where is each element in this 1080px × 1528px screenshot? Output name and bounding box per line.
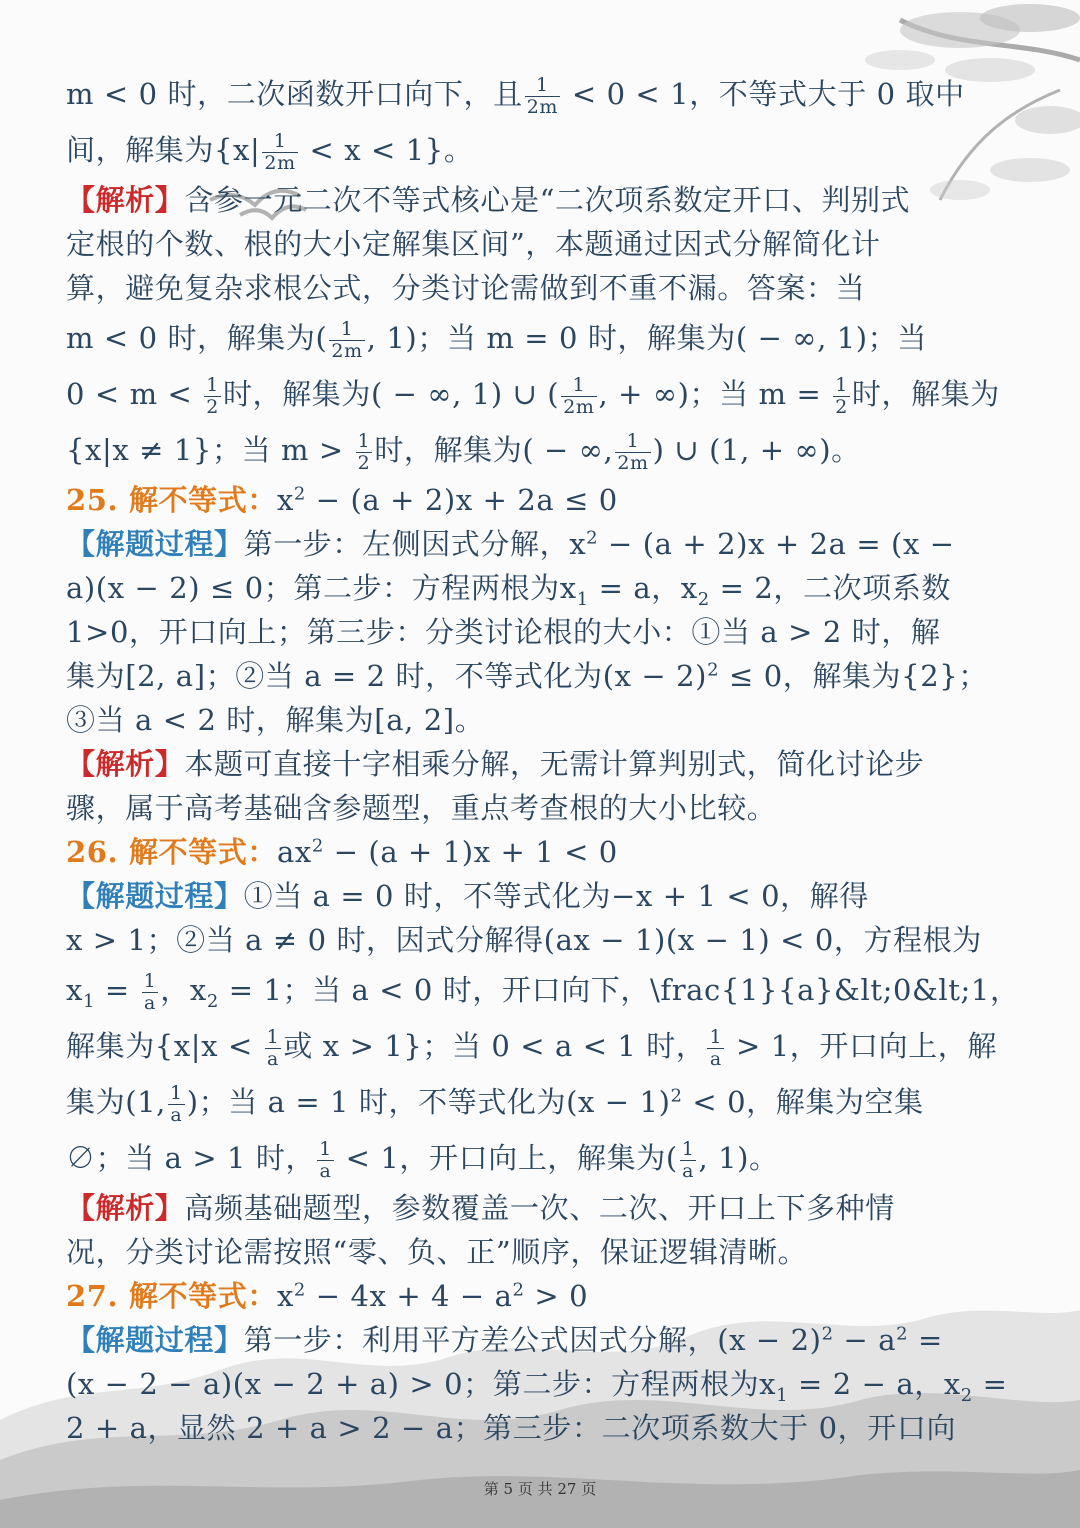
text-line: 2 + a，显然 2 + a > 2 − a；第三步：二次项系数大于 0，开口向	[66, 1411, 957, 1445]
solution-paragraph: 【解题过程】①当 a = 0 时，不等式化为−x + 1 < 0，解得	[66, 879, 869, 913]
fraction: $\frac{1}{2m}$	[526, 73, 559, 118]
fraction: $\frac{1}{a}$	[681, 1137, 695, 1182]
process-tag: 【解题过程】	[66, 879, 244, 913]
analysis-tag: 【解析】	[66, 183, 185, 217]
text-line: 间，解集为{x| $\frac{1}{2m}$ < x < 1}。	[66, 129, 474, 174]
text-line: (x − 2 − a)(x − 2 + a) > 0；第二步：方程两根为$x_1 = 2 - a$，$x_2$ =	[66, 1367, 1008, 1406]
text-line: 况，分类讨论需按照“零、负、正”顺序，保证逻辑清晰。	[66, 1235, 808, 1269]
fraction: $\frac{1}{2m}$	[563, 373, 595, 418]
process-tag: 【解题过程】	[66, 1323, 244, 1357]
fraction: $\frac{1}{2}$	[206, 373, 219, 418]
page-number-footer: 第 5 页 共 27 页	[483, 1480, 597, 1498]
fraction: $\frac{1}{a}$	[319, 1137, 332, 1182]
text-line: m < 0 时，解集为( $\frac{1}{2m}$ , 1)；当 m = 0 时，解集为( − ∞, 1)；当	[66, 317, 927, 362]
text-line: 集为[2, a]；②当 a = 2 时，不等式化为$(x - 2)^2 \le 0$，解集为{2}；	[66, 659, 988, 693]
fraction: $\frac{1}{2}$	[835, 373, 848, 418]
fraction: $\frac{1}{a}$	[169, 1081, 183, 1126]
analysis-paragraph: 【解析】本题可直接十字相乘分解，无需计算判别式，简化讨论步	[66, 747, 925, 781]
text-line: $x_1$ = $\frac{1}{a}$ ，$x_2 = 1$；当 a < 0 时，开口向下，\frac{1}{a}&lt;0&lt;1，	[66, 969, 1020, 1014]
analysis-paragraph: 【解析】含参一元二次不等式核心是“二次项系数定开口、判别式	[66, 183, 911, 217]
fraction: $\frac{1}{a}$	[709, 1025, 723, 1070]
analysis-tag: 【解析】	[66, 747, 185, 781]
process-tag: 【解题过程】	[66, 527, 244, 561]
text-line: 算，避免复杂求根公式，分类讨论需做到不重不漏。答案：当	[66, 271, 866, 305]
fraction: $\frac{1}{2m}$	[264, 129, 296, 174]
question-27-heading: 27. 解不等式：$x^2 - 4x + 4 - a^2 > 0$	[66, 1279, 589, 1313]
text-line: x > 1；②当 a ≠ 0 时，因式分解得(ax − 1)(x − 1) < 0，方程根为	[66, 923, 982, 957]
text-line: a)(x − 2) ≤ 0；第二步：方程两根为$x_1 = a$，$x_2 = 2$，二次项系数	[66, 571, 952, 610]
text-line: m < 0 时，二次函数开口向下，且 $\frac{1}{2m}$ < 0 < 1，不等式大于 0 取中	[66, 73, 965, 118]
text-line: {x|x ≠ 1}；当 m > $\frac{1}{2}$ 时，解集为( − ∞, $\frac{1}{2m}$ ) ∪ (1, + ∞)。	[66, 429, 861, 474]
text-line: 骤，属于高考基础含参题型，重点考查根的大小比较。	[66, 791, 777, 825]
analysis-tag: 【解析】	[66, 1191, 185, 1225]
text-line: ∅；当 a > 1 时， $\frac{1}{a}$ < 1，开口向上，解集为( $\frac{1}{a}$ , 1)。	[66, 1137, 779, 1182]
analysis-paragraph: 【解析】高频基础题型，参数覆盖一次、二次、开口上下多种情	[66, 1191, 895, 1225]
document-body	[66, 66, 1020, 1450]
solution-paragraph: 【解题过程】第一步：利用平方差公式因式分解，$(x - 2)^2 - a^2$ =	[66, 1323, 943, 1357]
question-26-heading: 26. 解不等式：$ax^2 - (a + 1)x + 1 < 0$	[66, 835, 618, 869]
text-line: 1>0，开口向上；第三步：分类讨论根的大小：①当 a > 2 时，解	[66, 615, 941, 649]
text-line: 定根的个数、根的大小定解集区间”，本题通过因式分解简化计	[66, 227, 881, 261]
fraction: $\frac{1}{2}$	[357, 429, 371, 474]
fraction: $\frac{1}{a}$	[143, 969, 157, 1014]
text-line: 解集为{x|x < $\frac{1}{a}$ 或 x > 1}；当 0 < a < 1 时， $\frac{1}{a}$ > 1，开口向上，解	[66, 1025, 997, 1070]
text-line: 0 < m < $\frac{1}{2}$ 时，解集为( − ∞, 1) ∪ ( $\frac{1}{2m}$ , + ∞)；当 m = $\frac{1}{2}$ 时，解集为	[66, 373, 1000, 418]
fraction: $\frac{1}{a}$	[266, 1025, 280, 1070]
text-line: 集为(1, $\frac{1}{a}$ )；当 a = 1 时，不等式化为$(x - 1)^2 < 0$，解集为空集	[66, 1081, 924, 1126]
text-line: ③当 a < 2 时，解集为[a, 2]。	[66, 703, 485, 737]
fraction: $\frac{1}{2m}$	[617, 429, 649, 474]
question-25-heading: 25. 解不等式：$x^2 - (a + 2)x + 2a \le 0$	[66, 483, 618, 517]
fraction: $\frac{1}{2m}$	[331, 317, 363, 362]
solution-paragraph: 【解题过程】第一步：左侧因式分解，$x^2 - (a + 2)x + 2a = (x$ −	[66, 527, 955, 561]
